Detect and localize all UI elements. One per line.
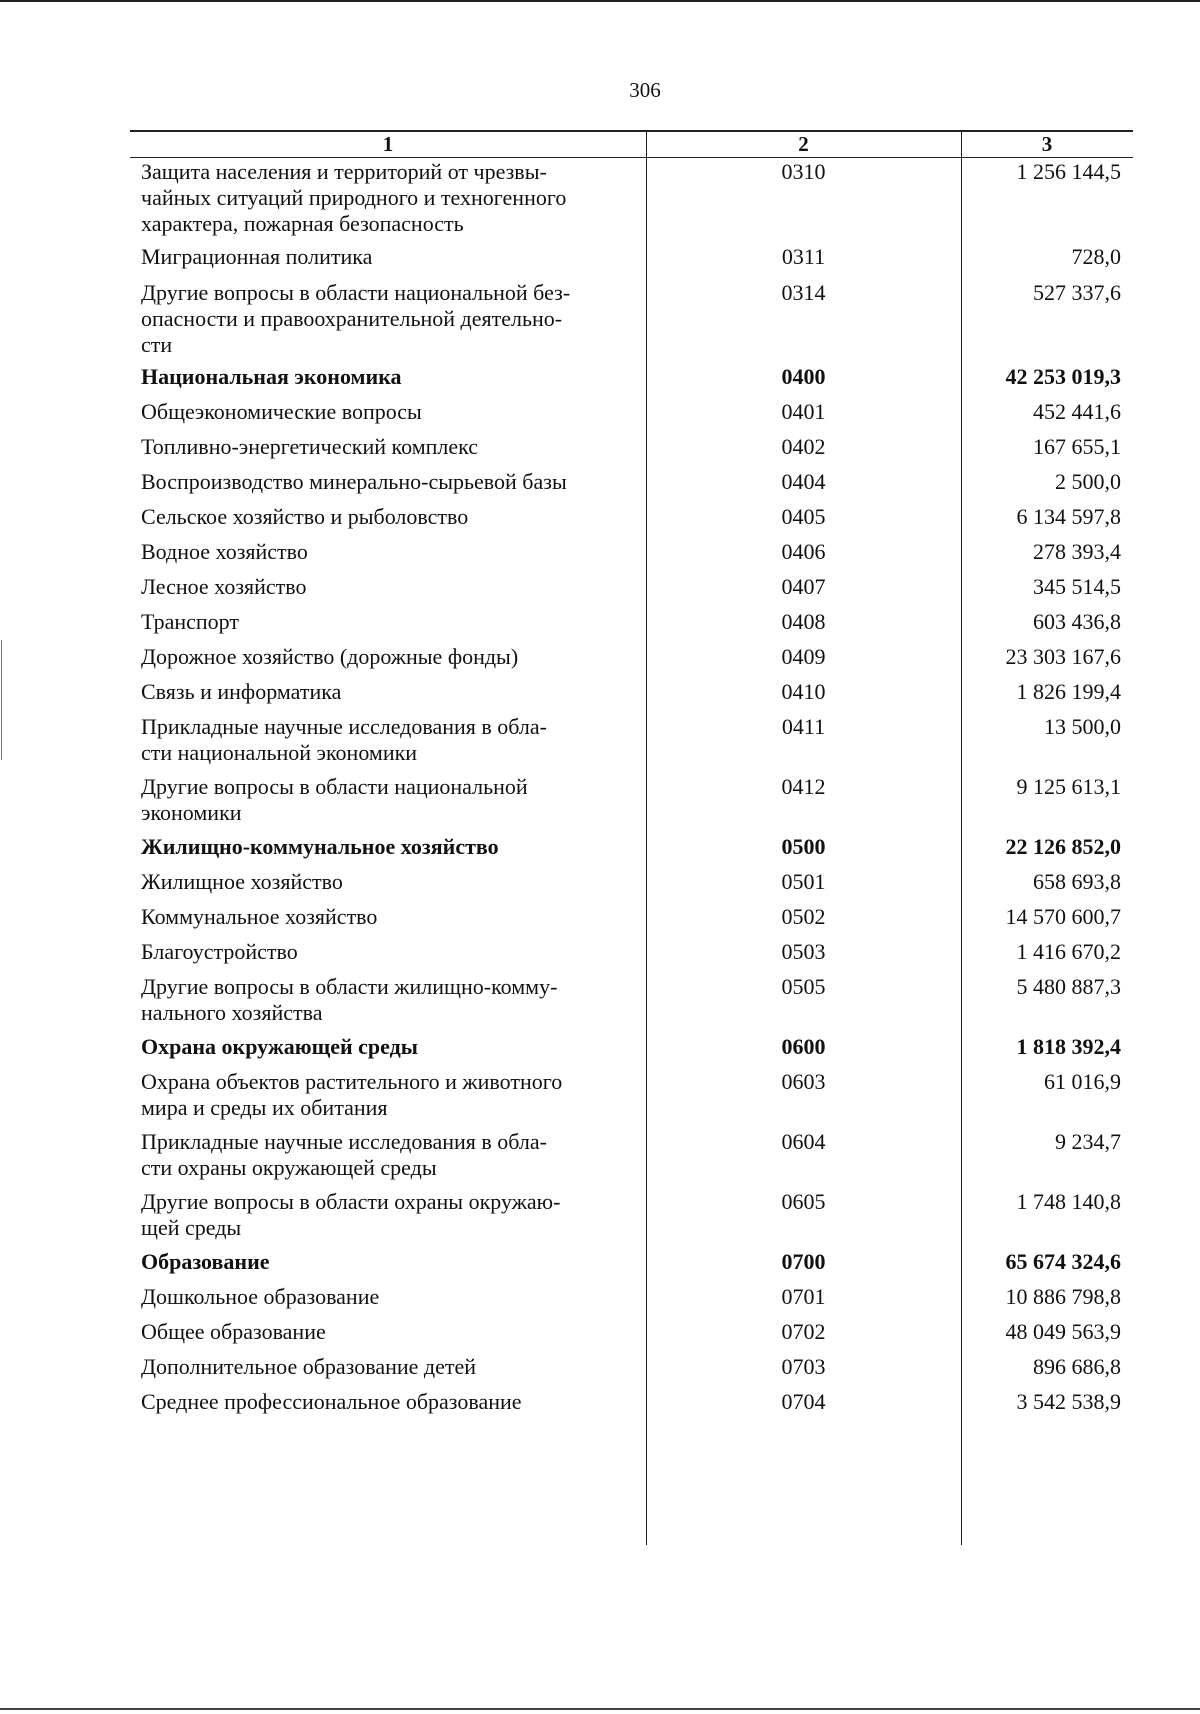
page-bottom-edge [0,1708,1200,1710]
row-code: 0502 [781,904,826,929]
row-name: Национальная экономика [141,364,402,389]
page-number: 306 [629,78,661,102]
row-value: 13 500,0 [1044,714,1121,739]
row-name: Транспорт [141,609,240,634]
row-value: 10 886 798,8 [1005,1284,1121,1309]
row-code: 0603 [781,1069,826,1094]
row-name: Дорожное хозяйство (дорожные фонды) [141,644,519,669]
row-code: 0701 [781,1284,826,1309]
row-name: Связь и информатика [141,679,342,704]
row-name: Коммунальное хозяйство [141,904,378,929]
row-name: Жилищно-коммунальное хозяйство [141,834,499,859]
row-name: Прикладные научные исследования в обла- сти охраны окружающей среды [141,1129,547,1180]
row-value: 3 542 538,9 [1016,1389,1121,1414]
row-name: Охрана объектов растительного и животного мира и среды их обитания [141,1069,563,1120]
table-row [130,1034,1133,1069]
row-code: 0703 [781,1354,826,1379]
row-name: Дошкольное образование [141,1284,380,1309]
row-code: 0412 [781,774,826,799]
row-name: Другие вопросы в области национальной без- опасности и правоохранительной деятельно- сти [141,280,571,357]
row-name: Сельское хозяйство и рыболовство [141,504,469,529]
row-name: Другие вопросы в области жилищно-комму- нального хозяйства [141,974,558,1025]
row-value: 1 256 144,5 [1016,159,1121,184]
row-code: 0311 [781,244,826,269]
row-value: 452 441,6 [1033,399,1121,424]
table-row [130,399,1133,434]
table-row [130,644,1133,679]
row-value: 9 125 613,1 [1016,774,1121,799]
row-name: Топливно-энергетический комплекс [141,434,479,459]
row-value: 1 826 199,4 [1016,679,1121,704]
budget-table [130,130,1133,1545]
row-value: 6 134 597,8 [1016,504,1121,529]
column-header-3: 3 [1041,132,1053,156]
row-value: 2 500,0 [1055,469,1121,494]
row-name: Прикладные научные исследования в обла- сти национальной экономики [141,714,547,765]
row-code: 0401 [781,399,826,424]
row-name: Дополнительное образование детей [141,1354,477,1379]
table-row [130,774,1133,834]
row-name: Благоустройство [141,939,298,964]
row-name: Образование [141,1249,270,1274]
row-value: 345 514,5 [1033,574,1121,599]
row-code: 0503 [781,939,826,964]
page-left-edge [1,640,2,760]
row-name: Воспроизводство минерально-сырьевой базы [141,469,567,494]
table-row [130,974,1133,1034]
row-code: 0406 [781,539,826,564]
row-code: 0605 [781,1189,826,1214]
row-value: 9 234,7 [1055,1129,1121,1154]
row-code: 0600 [781,1034,826,1059]
row-code: 0310 [781,159,826,184]
row-value: 65 674 324,6 [1005,1249,1121,1274]
row-value: 61 016,9 [1044,1069,1121,1094]
row-code: 0407 [781,574,826,599]
row-code: 0402 [781,434,826,459]
row-code: 0704 [781,1389,826,1414]
table-header [130,132,1133,157]
table-body [130,159,1133,1424]
table-row [130,539,1133,574]
row-name: Общее образование [141,1319,326,1344]
row-value: 896 686,8 [1033,1354,1121,1379]
row-name: Охрана окружающей среды [141,1034,418,1059]
row-code: 0501 [781,869,826,894]
row-value: 48 049 563,9 [1005,1319,1121,1344]
row-value: 5 480 887,3 [1016,974,1121,999]
row-value: 527 337,6 [1033,280,1121,305]
row-value: 1 748 140,8 [1016,1189,1121,1214]
table-row [130,1249,1133,1284]
row-value: 1 818 392,4 [1016,1034,1121,1059]
table-row [130,1319,1133,1354]
row-code: 0405 [781,504,826,529]
table-row [130,280,1133,364]
row-name: Защита населения и территорий от чрезвы- чайных ситуаций природного и техногенного характера, пожарная безопасность [141,159,567,236]
table-row [130,1389,1133,1424]
row-value: 14 570 600,7 [1005,904,1121,929]
row-code: 0400 [781,364,826,389]
row-value: 658 693,8 [1033,869,1121,894]
row-value: 23 303 167,6 [1005,644,1121,669]
table-row [130,244,1133,280]
table-row [130,1069,1133,1129]
table-row [130,504,1133,539]
row-value: 167 655,1 [1033,434,1121,459]
row-code: 0500 [781,834,826,859]
table-row [130,1189,1133,1249]
table-row [130,904,1133,939]
row-code: 0700 [781,1249,826,1274]
row-name: Общеэкономические вопросы [141,399,422,424]
row-name: Лесное хозяйство [141,574,307,599]
table-row [130,469,1133,504]
row-name: Водное хозяйство [141,539,308,564]
table-row [130,714,1133,774]
table-row [130,1129,1133,1189]
row-code: 0411 [781,714,826,739]
table-row [130,834,1133,869]
row-code: 0604 [781,1129,826,1154]
table-row [130,679,1133,714]
row-value: 22 126 852,0 [1005,834,1121,859]
table-row [130,609,1133,644]
table-row [130,1354,1133,1389]
row-code: 0314 [781,280,826,305]
row-code: 0410 [781,679,826,704]
row-code: 0408 [781,609,826,634]
row-name: Другие вопросы в области охраны окружаю- щей среды [141,1189,561,1240]
row-code: 0702 [781,1319,826,1344]
row-value: 278 393,4 [1033,539,1121,564]
table-row [130,939,1133,974]
row-value: 728,0 [1071,244,1121,269]
row-value: 603 436,8 [1033,609,1121,634]
table-row [130,1284,1133,1319]
row-code: 0404 [781,469,826,494]
row-code: 0505 [781,974,826,999]
row-code: 0409 [781,644,826,669]
row-value: 1 416 670,2 [1016,939,1121,964]
table-row [130,869,1133,904]
row-name: Жилищное хозяйство [141,869,343,894]
table-header-rule [130,157,1133,158]
column-header-2: 2 [798,132,809,156]
row-value: 42 253 019,3 [1005,364,1121,389]
table-row [130,434,1133,469]
row-name: Другие вопросы в области национальной экономики [141,774,528,825]
table-row [130,159,1133,244]
row-name: Миграционная политика [141,244,373,269]
column-header-1: 1 [382,132,394,156]
table-row [130,574,1133,609]
page-top-edge [0,0,1200,2]
row-name: Среднее профессиональное образование [141,1389,522,1414]
table-row [130,364,1133,399]
